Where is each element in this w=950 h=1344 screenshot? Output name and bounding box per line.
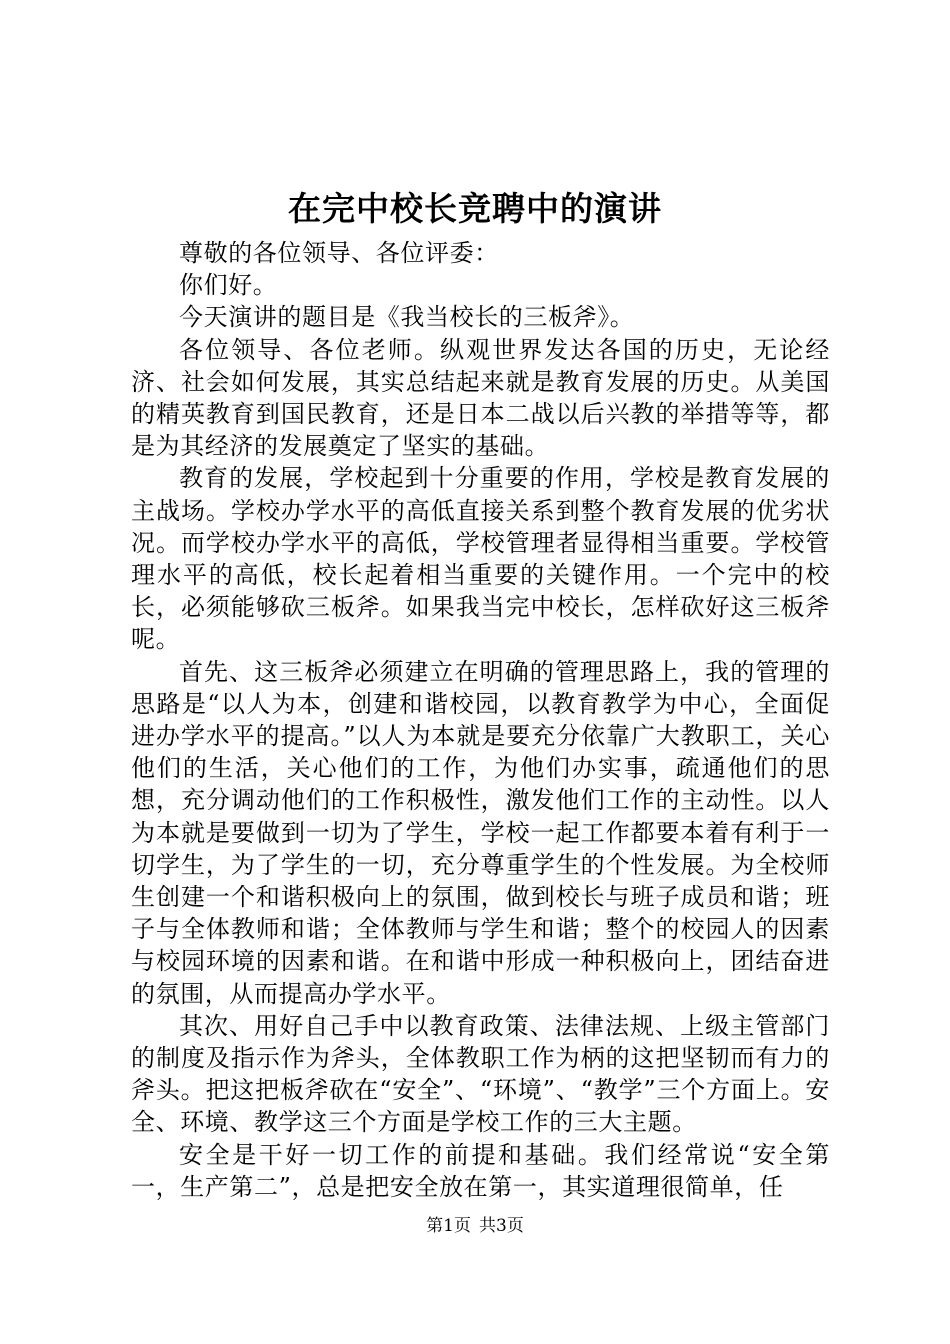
- topic-paragraph: 今天演讲的题目是《我当校长的三板斧》。: [179, 303, 635, 332]
- page-footer: [0, 1214, 950, 1238]
- body-paragraph: 首先、这三板斧必须建立在明确的管理思路上，我的管理的思路是“以人为本，创建和谐校园，以教育教学为中心，全面促进办学水平的提高。”以人为本就是要充分依靠广大教职工，关心他们的生活，关心他们的工作，为他们办实事，疏通他们的思想，充分调动他们的工作积极性，激发他们工作的主动性。以人为本就是要做到一切为了学生，学校一起工作都要本着有利于一切学生，为了学生的一切，充分尊重学生的个性发展。为全校师生创建一个和谐积极向上的氛围，做到校长与班子成员和谐；班子与全体教师和谐；全体教师与学生和谐；整个的校园人的因素与校园环境的因素和谐。在和谐中形成一种积极向上，团结奋进的氛围，从而提高办学水平。: [131, 657, 830, 1008]
- document-title: 在完中校长竞聘中的演讲: [288, 189, 662, 228]
- total-pages: 共3页: [479, 1216, 524, 1236]
- document-body: [131, 237, 830, 1203]
- greeting-paragraph: 你们好。: [179, 271, 278, 300]
- body-paragraph: 安全是干好一切工作的前提和基础。我们经常说“安全第一，生产第二”，总是把安全放在第一，其实道理很简单，任: [131, 1140, 830, 1201]
- page-number: 第1页: [426, 1216, 471, 1236]
- salutation-paragraph: 尊敬的各位领导、各位评委：: [179, 239, 499, 267]
- body-paragraph: 教育的发展，学校起到十分重要的作用，学校是教育发展的主战场。学校办学水平的高低直接关系到整个教育发展的优劣状况。而学校办学水平的高低，学校管理者显得相当重要。学校管理水平的高低，校长起着相当重要的关键作用。一个完中的校长，必须能够砍三板斧。如果我当完中校长，怎样砍好这三板斧呢。: [131, 464, 830, 654]
- body-paragraph: 其次、用好自己手中以教育政策、法律法规、上级主管部门的制度及指示作为斧头，全体教职工作为柄的这把坚韧而有力的斧头。把这把板斧砍在“安全”、“环境”、“教学”三个方面上。安全、环境、教学这三个方面是学校工作的三大主题。: [131, 1011, 830, 1137]
- body-paragraph: 各位领导、各位老师。纵观世界发达各国的历史，无论经济、社会如何发展，其实总结起来就是教育发展的历史。从美国的精英教育到国民教育，还是日本二战以后兴教的举措等等，都是为其经济的发展奠定了坚实的基础。: [131, 335, 830, 461]
